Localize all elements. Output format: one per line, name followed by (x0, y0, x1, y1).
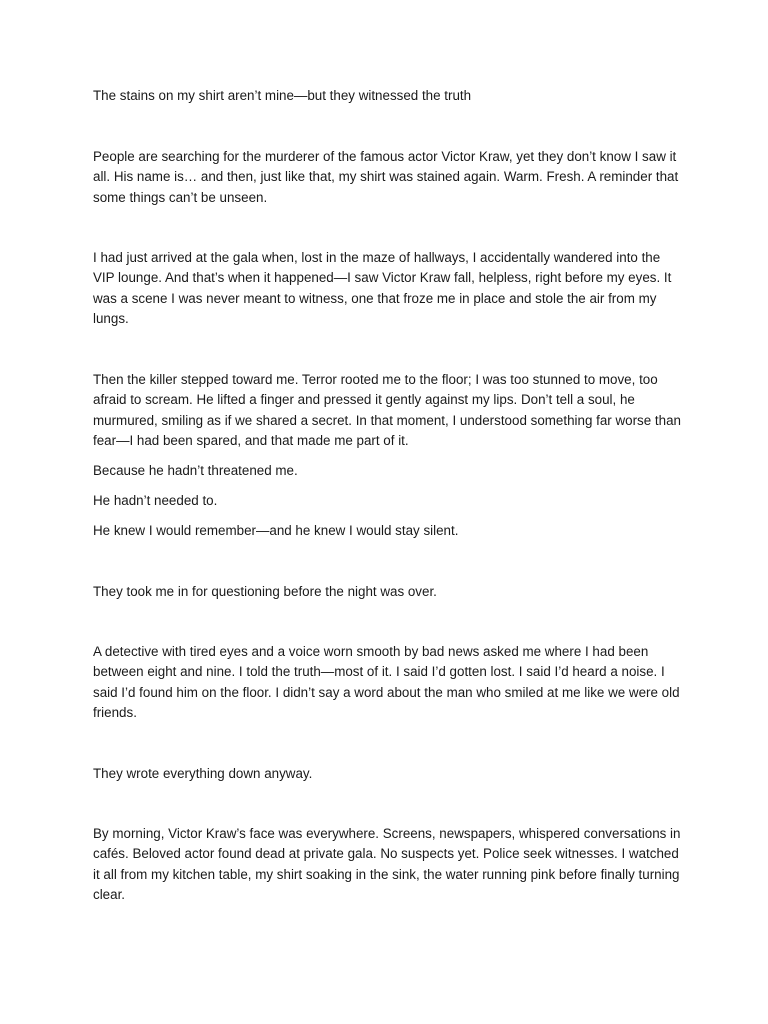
paragraph-9: They wrote everything down anyway. (93, 766, 313, 781)
paragraph-8: A detective with tired eyes and a voice worn smooth by bad news asked me where I had been between eight and nine. I told the truth—most of it. I said I’d gotten lost. I said I’d heard a noise. I said I’d found him on the floor. I didn’t say a word about the man who smiled at me like we were old friends. (93, 644, 680, 721)
paragraph-7: They took me in for questioning before the night was over. (93, 584, 437, 599)
paragraph-4: Because he hadn’t threatened me. (93, 463, 298, 478)
paragraph-2: I had just arrived at the gala when, lost in the maze of hallways, I accidentally wandered into the VIP lounge. And that’s when it happened—I saw Victor Kraw fall, helpless, right before my eyes. It was a scene I was never meant to witness, one that froze me in place and stole the air from my lungs. (93, 250, 672, 327)
paragraph-5: He hadn’t needed to. (93, 493, 218, 508)
paragraph-10: By morning, Victor Kraw’s face was everywhere. Screens, newspapers, whispered conversations in cafés. Beloved actor found dead at private gala. No suspects yet. Police seek witnesses. I watched it all from my kitchen table, my shirt soaking in the sink, the water running pink before finally turning clear. (93, 826, 681, 903)
document-title: The stains on my shirt aren’t mine—but they witnessed the truth (93, 88, 472, 103)
paragraph-6: He knew I would remember—and he knew I would stay silent. (93, 523, 459, 538)
paragraph-3: Then the killer stepped toward me. Terror rooted me to the floor; I was too stunned to move, too afraid to scream. He lifted a finger and pressed it gently against my lips. Don’t tell a soul, he murmured, smiling as if we shared a secret. In that moment, I understood something far worse than fear—I had been spared, and that made me part of it. (93, 372, 681, 449)
paragraph-1: People are searching for the murderer of the famous actor Victor Kraw, yet they don’t know I saw it all. His name is… and then, just like that, my shirt was stained again. Warm. Fresh. A reminder that some things can’t be unseen. (93, 149, 679, 205)
